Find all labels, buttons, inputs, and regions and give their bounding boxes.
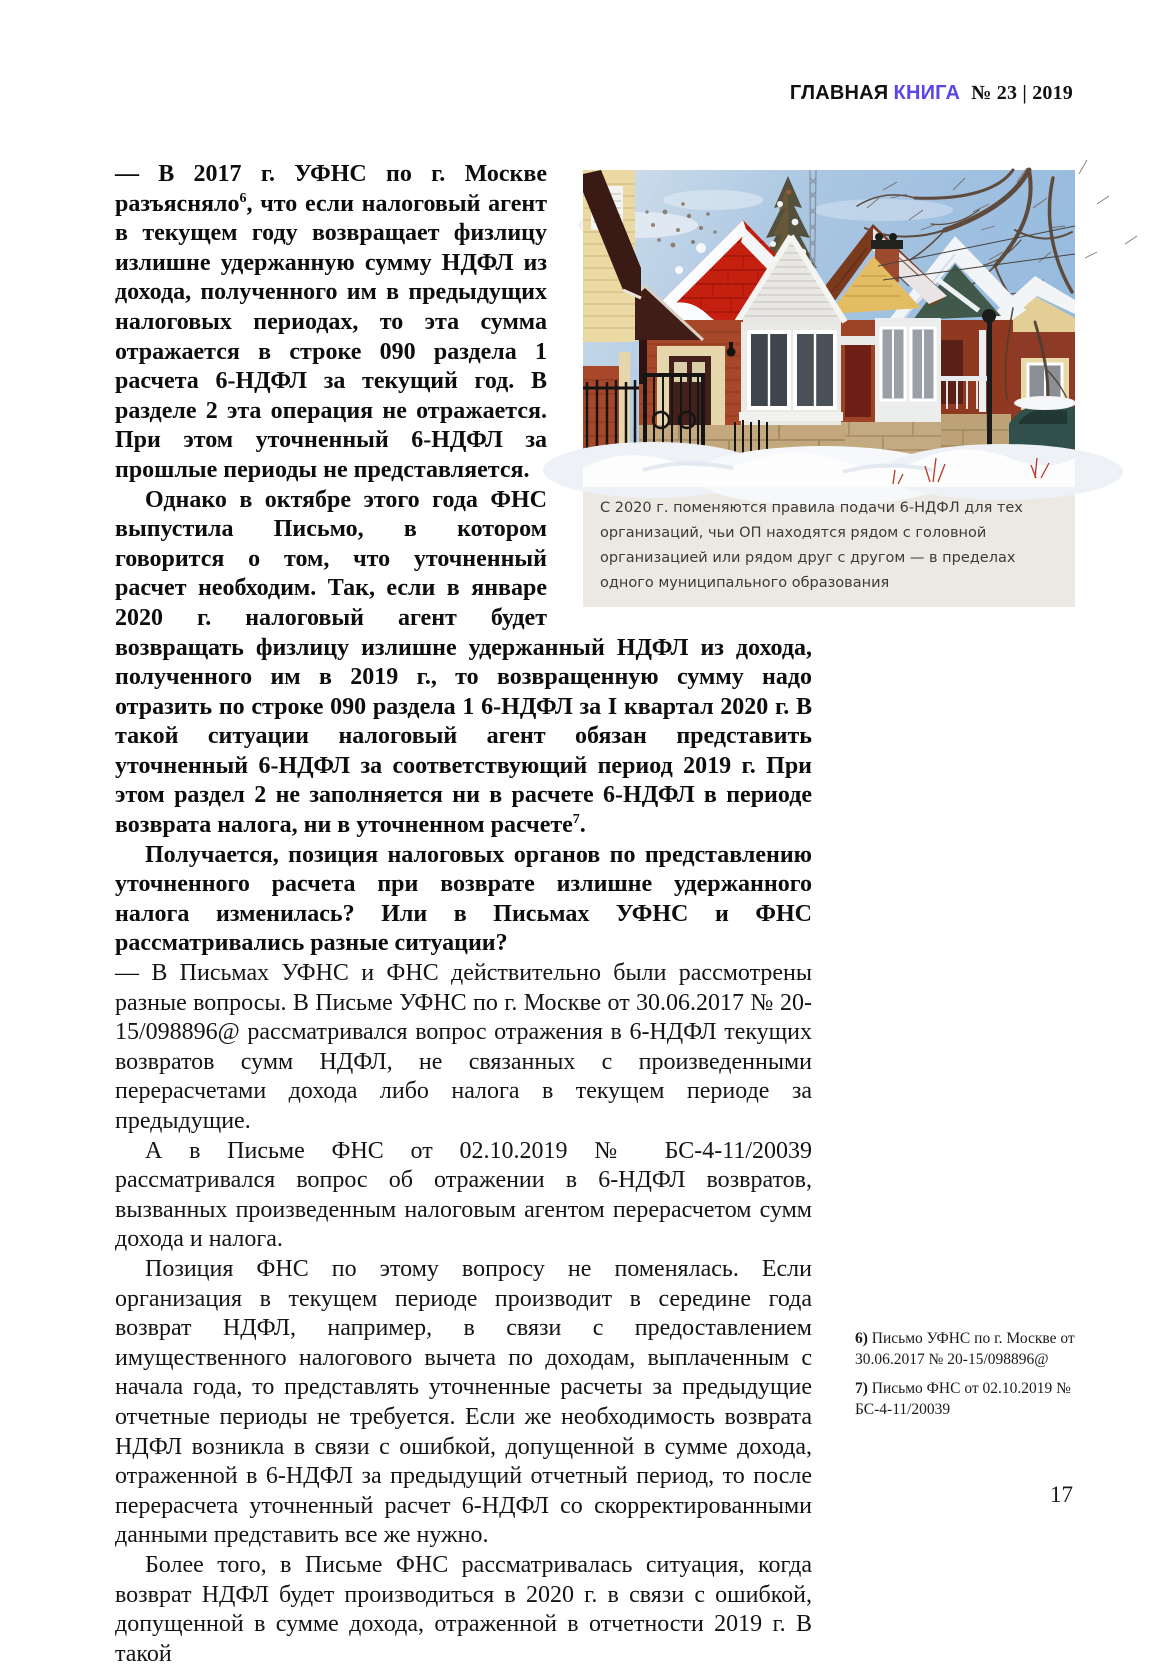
footnote-ref-7: 7 xyxy=(572,812,580,828)
answer-paragraph-4: Более того, в Письме ФНС рассматривалась ситуация, когда возврат НДФЛ будет производиться в 2020 г. в связи с ошибкой, допущенной в сумме дохода, отраженной в отчетности 2019 г. В такой xyxy=(115,1551,812,1667)
footnote-6-marker: 6) xyxy=(855,1330,868,1347)
brand-name-part2: КНИГА xyxy=(893,82,961,104)
answer-paragraph-1: — В Письмах УФНС и ФНС действительно были рассмотрены разные вопросы. В Письме УФНС по г. Москве от 30.06.2017 № 20-15/098896@ рассматривался вопрос отражения в 6-НДФЛ текущих возвратов сумм НДФЛ, не связанных с произведенными перерасчетами дохода либо налога в текущем периоде за предыдущие. xyxy=(115,960,812,1134)
footnote-7-text: Письмо ФНС от 02.10.2019 № БС-4-11/20039 xyxy=(855,1380,1071,1418)
page-header xyxy=(790,82,1073,105)
answer-paragraph-3: Позиция ФНС по этому вопросу не поменялась. Если организация в текущем периоде производит в середине года возврат НДФЛ, например, в связи с предоставлением имущественного налогового вычета по доходам, выплаченным с начала года, то представлять уточненные расчеты за предыдущие отчетные периоды не требуется. Если же необходимость возврата НДФЛ возникла в связи с ошибкой, допущенной в сумме дохода, отраженной в 6-НДФЛ за предыдущий отчетный период, то после перерасчета уточненный расчет 6-НДФЛ со скорректированными данными представить все же нужно. xyxy=(115,1255,812,1549)
footnotes xyxy=(855,1328,1107,1428)
footnote-7-marker: 7) xyxy=(855,1380,868,1397)
brand-name-part1: ГЛАВНАЯ xyxy=(789,82,889,104)
footnote-7 xyxy=(855,1378,1107,1420)
footnote-6-text: Письмо УФНС по г. Москве от 30.06.2017 № 20-15/098896@ xyxy=(855,1330,1075,1368)
article-body xyxy=(115,160,812,1669)
photo-text-wrap-spacer xyxy=(547,160,812,622)
page-number: 17 xyxy=(1050,1482,1073,1507)
footnote-ref-6: 6 xyxy=(239,190,247,206)
question-paragraph-3: Получается, позиция налоговых органов по представлению уточненного расчета при возврате излишне удержанного налога изменилась? Или в Письмах УФНС и ФНС рассматривались разные ситуации? xyxy=(115,841,812,957)
issue-number: № 23 | 2019 xyxy=(971,82,1073,104)
answer-paragraph-2: А в Письме ФНС от 02.10.2019 № БС-4-11/20039 рассматривался вопрос об отражении в 6-НДФЛ возвратов, вызванных произведенным налоговым агентом перерасчетом сумм дохода и налога. xyxy=(115,1137,812,1253)
footnote-6 xyxy=(855,1328,1107,1370)
photo-caption: С 2020 г. поменяются правила подачи 6-НДФЛ для тех организаций, чьи ОП находятся рядом с головной организацией или рядом друг с другом — в пределах одного муниципального образования xyxy=(583,487,1075,607)
question-paragraph-1: — В 2017 г. УФНС по г. Москве разъясняло$^6$, что если налоговый агент в текущем году возвращает физлицу излишне удержанную сумму НДФЛ из дохода, полученного им в предыдущих налоговых периодах, то эта сумма отражается в строке 090 раздела 1 расчета 6-НДФЛ за текущий год. В разделе 2 эта операция не отражается. При этом уточненный 6-НДФЛ за прошлые периоды не представляется. xyxy=(115,161,547,483)
question-paragraph-2: Однако в октябре этого года ФНС выпустила Письмо, в котором говорится о том, что уточненный расчет необходим. Так, если в январе 2020 г. налоговый агент будет возвращать физлицу излишне удержанный НДФЛ из дохода, полученного им в 2019 г., то возвращенную сумму надо отразить по строке 090 раздела 1 6-НДФЛ за I квартал 2020 г. В такой ситуации налоговый агент обязан представить уточненный 6-НДФЛ за соответствующий период 2019 г. При этом раздел 2 не заполняется ни в расчете 6-НДФЛ в периоде возврата налога, ни в уточненном расчете$^7$. xyxy=(115,486,812,839)
